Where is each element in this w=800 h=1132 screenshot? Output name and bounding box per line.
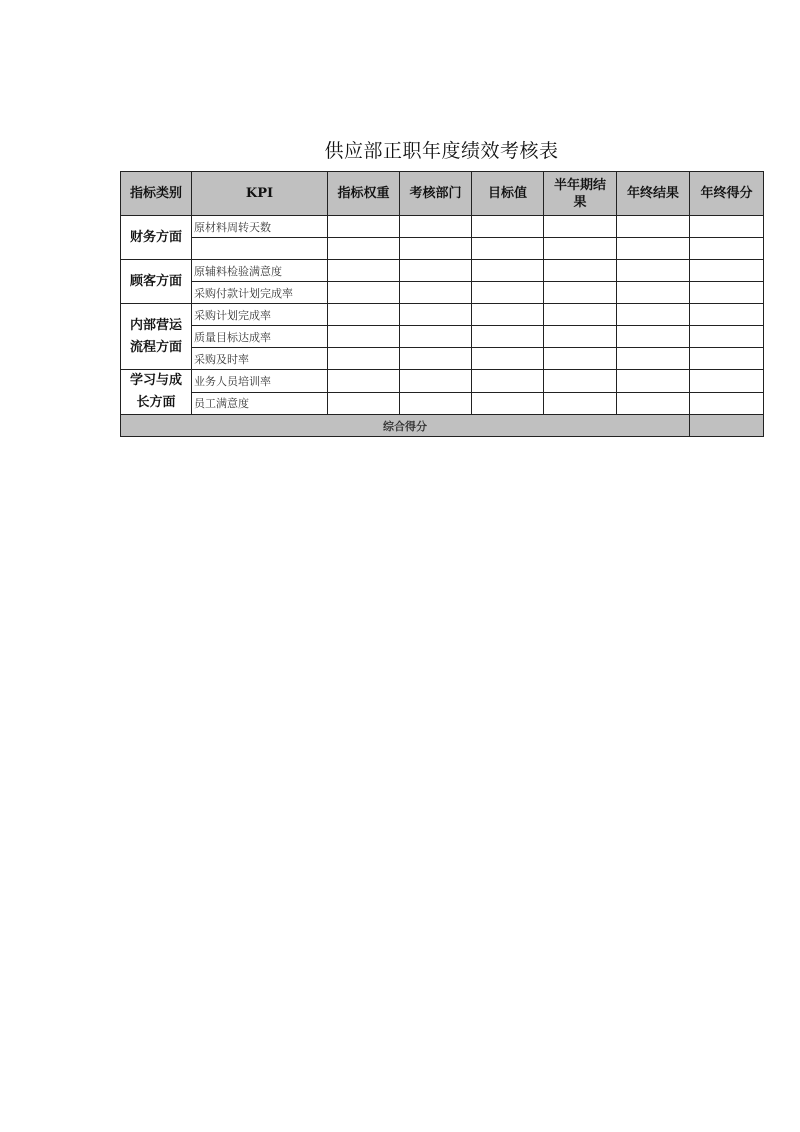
kpi-cell: 采购及时率 <box>192 348 328 370</box>
half-year-cell[interactable] <box>544 392 617 415</box>
kpi-cell: 业务人员培训率 <box>192 370 328 393</box>
target-cell[interactable] <box>472 370 544 393</box>
kpi-cell: 采购付款计划完成率 <box>192 282 328 304</box>
department-cell[interactable] <box>400 216 472 238</box>
year-end-result-cell[interactable] <box>617 216 690 238</box>
weight-cell[interactable] <box>328 326 400 348</box>
year-end-result-cell[interactable] <box>617 326 690 348</box>
table-row <box>121 260 764 282</box>
table-row <box>121 216 764 238</box>
half-year-cell[interactable] <box>544 216 617 238</box>
weight-cell[interactable] <box>328 238 400 260</box>
table-row <box>121 370 764 393</box>
table-row <box>121 348 764 370</box>
total-score-cell[interactable] <box>690 415 764 437</box>
year-end-score-cell[interactable] <box>690 238 764 260</box>
year-end-result-cell[interactable] <box>617 348 690 370</box>
table-row <box>121 282 764 304</box>
year-end-score-cell[interactable] <box>690 282 764 304</box>
target-cell[interactable] <box>472 238 544 260</box>
table-row <box>121 238 764 260</box>
header-department: 考核部门 <box>400 172 472 216</box>
year-end-score-cell[interactable] <box>690 370 764 393</box>
weight-cell[interactable] <box>328 392 400 415</box>
category-internal-process: 内部营运流程方面 <box>121 304 192 370</box>
weight-cell[interactable] <box>328 282 400 304</box>
year-end-result-cell[interactable] <box>617 304 690 326</box>
header-half-year: 半年期结果 <box>544 172 617 216</box>
table-row <box>121 392 764 415</box>
year-end-score-cell[interactable] <box>690 348 764 370</box>
kpi-cell <box>192 238 328 260</box>
page-title: 供应部正职年度绩效考核表 <box>324 140 559 162</box>
kpi-cell: 原材料周转天数 <box>192 216 328 238</box>
category-learning-growth: 学习与成长方面 <box>121 370 192 415</box>
department-cell[interactable] <box>400 282 472 304</box>
department-cell[interactable] <box>400 326 472 348</box>
department-cell[interactable] <box>400 370 472 393</box>
header-row <box>121 172 764 216</box>
table-row <box>121 304 764 326</box>
year-end-score-cell[interactable] <box>690 326 764 348</box>
target-cell[interactable] <box>472 392 544 415</box>
half-year-cell[interactable] <box>544 260 617 282</box>
department-cell[interactable] <box>400 392 472 415</box>
kpi-table <box>120 171 764 437</box>
half-year-cell[interactable] <box>544 326 617 348</box>
year-end-score-cell[interactable] <box>690 260 764 282</box>
category-finance: 财务方面 <box>121 216 192 260</box>
header-category: 指标类别 <box>121 172 192 216</box>
kpi-cell: 质量目标达成率 <box>192 326 328 348</box>
year-end-score-cell[interactable] <box>690 216 764 238</box>
category-customer: 顾客方面 <box>121 260 192 304</box>
year-end-result-cell[interactable] <box>617 282 690 304</box>
target-cell[interactable] <box>472 304 544 326</box>
half-year-cell[interactable] <box>544 282 617 304</box>
kpi-cell: 采购计划完成率 <box>192 304 328 326</box>
half-year-cell[interactable] <box>544 304 617 326</box>
year-end-score-cell[interactable] <box>690 304 764 326</box>
half-year-cell[interactable] <box>544 348 617 370</box>
department-cell[interactable] <box>400 348 472 370</box>
header-weight: 指标权重 <box>328 172 400 216</box>
kpi-cell: 员工满意度 <box>192 392 328 415</box>
year-end-result-cell[interactable] <box>617 392 690 415</box>
department-cell[interactable] <box>400 238 472 260</box>
total-row <box>121 415 764 437</box>
target-cell[interactable] <box>472 326 544 348</box>
weight-cell[interactable] <box>328 348 400 370</box>
target-cell[interactable] <box>472 216 544 238</box>
target-cell[interactable] <box>472 260 544 282</box>
weight-cell[interactable] <box>328 260 400 282</box>
department-cell[interactable] <box>400 304 472 326</box>
half-year-cell[interactable] <box>544 238 617 260</box>
year-end-result-cell[interactable] <box>617 260 690 282</box>
year-end-result-cell[interactable] <box>617 370 690 393</box>
target-cell[interactable] <box>472 282 544 304</box>
weight-cell[interactable] <box>328 304 400 326</box>
weight-cell[interactable] <box>328 216 400 238</box>
kpi-cell: 原辅料检验满意度 <box>192 260 328 282</box>
header-kpi: KPI <box>192 172 328 216</box>
weight-cell[interactable] <box>328 370 400 393</box>
department-cell[interactable] <box>400 260 472 282</box>
year-end-score-cell[interactable] <box>690 392 764 415</box>
year-end-result-cell[interactable] <box>617 238 690 260</box>
total-label: 综合得分 <box>121 415 690 437</box>
half-year-cell[interactable] <box>544 370 617 393</box>
header-target: 目标值 <box>472 172 544 216</box>
target-cell[interactable] <box>472 348 544 370</box>
header-year-end-result: 年终结果 <box>617 172 690 216</box>
header-year-end-score: 年终得分 <box>690 172 764 216</box>
table-row <box>121 326 764 348</box>
